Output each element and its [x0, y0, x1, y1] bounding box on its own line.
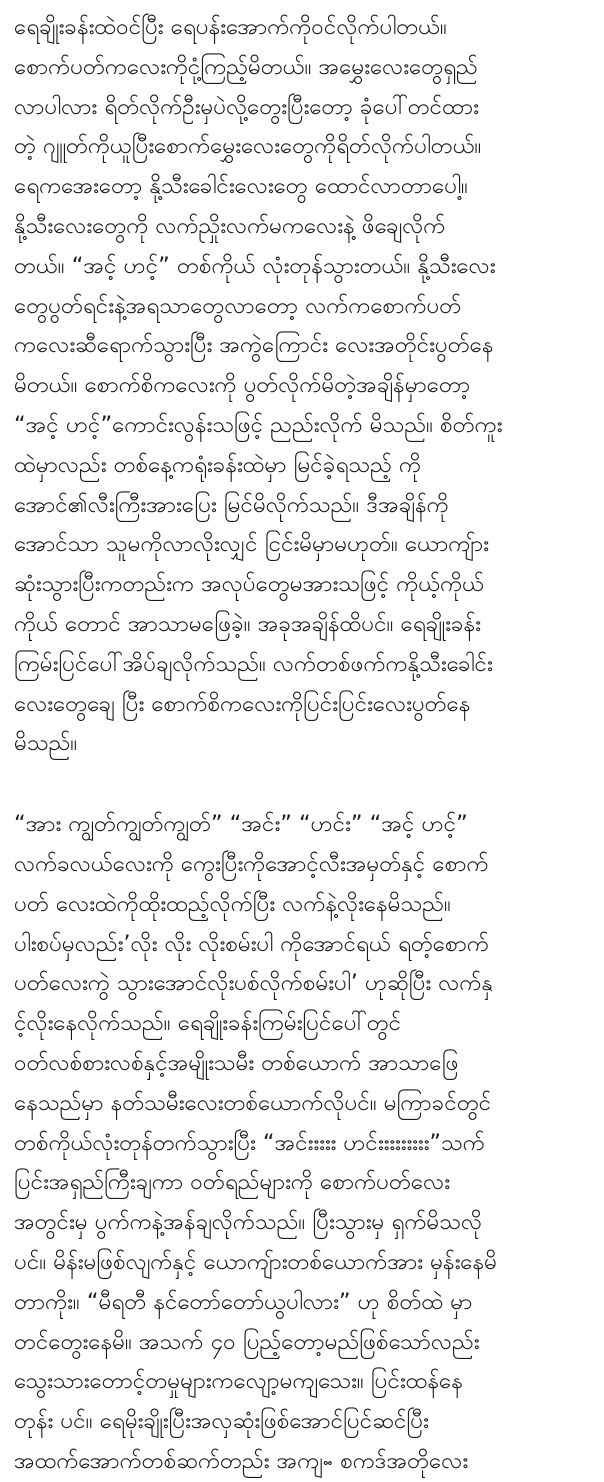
text-line: အောင်သာ သူမကိုလာလိုးလျှင် ငြင်းမိမှာမဟုတ်။ ယောကျ်ား — [14, 531, 489, 558]
text-line: စောက်ပတ်ကလေးကိုငုံ့ကြည့်မိတယ်။ အမွှေးလေးတွေရှည် — [14, 53, 478, 80]
text-line: အတွင်းမှ ပွက်ကနဲ့အန်ချလိုက်သည်။ ပြီးသွားမှ ရှက်မိသလို — [14, 1209, 483, 1236]
text-line: ဆုံးသွားပြီးကတည်းက အလုပ်တွေမအားသဖြင့် ကိုယ့်ကိုယ် — [14, 571, 484, 598]
paragraph-2 — [14, 805, 594, 1482]
text-line: ပတ် လေးထဲကိုထိုးထည့်လိုက်ပြီး လက်နဲ့လိုးနေမိသည်။ — [14, 890, 451, 917]
text-line: အထက်အောက်တစ်ဆက်တည်း အကျႌ စကဒ်အတိုလေး — [14, 1447, 469, 1474]
text-line: “အင့် ဟင့်”ကောင်းလွန်းသဖြင့် ညည်းလိုက် မိသည်။ စိတ်ကူး — [14, 411, 503, 438]
text-line: သွေးသားတောင့်တမှုများကလျော့မကျသေး။ ပြင်းထန်နေ — [14, 1368, 463, 1395]
text-line: ကလေးဆီရောက်သွားပြီး အကွဲကြောင်း လေးအတိုင်းပွတ်နေ — [14, 332, 494, 359]
text-line: နို့သီးလေးတွေကို လက်ညှိုးလက်မကလေးနဲ့ ဖိချေလိုက် — [14, 212, 446, 239]
paragraph-1 — [14, 8, 594, 764]
paragraph-gap — [14, 764, 594, 805]
text-line: င့်လိုးနေလိုက်သည်။ ရေချိုးခန်းကြမ်းပြင်ပေါ်တွင် — [14, 1010, 402, 1037]
text-line: ပါးစပ်မှလည်း’လိုး လိုး လိုးစမ်းပါ ကိုအောင်ရယ် ရတ့်စောက် — [14, 930, 489, 957]
text-line: ရေချိုးခန်းထဲဝင်ပြီး ရေပန်းအောက်ကိုဝင်လိုက်ပါတယ်။ — [14, 14, 447, 40]
text-line: တစ်ကိုယ်လုံးတုန်တက်သွားပြီး “အင်းးးးး ဟင်းးးးးးးးး”သက် — [14, 1129, 485, 1156]
text-line: ကြမ်းပြင်ပေါ်အိပ်ချလိုက်သည်။ လက်တစ်ဖက်ကနို့သီးခေါင်း — [14, 650, 493, 677]
text-line: ကိုယ် တောင် အာသာမဖြေခဲ့။ အခုအချိန်ထိပင်။ ရေချိုးခန်း — [14, 610, 481, 637]
text-line: လေးတွေချေ ပြီး စောက်စိကလေးကိုပြင်းပြင်းလေးပွတ်နေ — [14, 690, 471, 717]
text-line: တာကိုး။ “မီရတီ နင်တော်တော်ယွပါလား” ဟု စိတ်ထဲ မှာ — [14, 1288, 473, 1315]
text-line: ပင်။ မိန်းမဖြစ်လျက်နှင့် ယောကျ်ားတစ်ယောက်အား မှန်းနေမိ — [14, 1248, 497, 1275]
text-line: တဲ့ ဂျူတ်ကိုယူပြီးစောက်မွှေးလေးတွေကိုရိတ်လိုက်ပါတယ်။ — [14, 133, 482, 160]
text-line: ဝတ်လစ်စားလစ်နှင့်အမျိုးသမီး တစ်ယောက် အာသာဖြေ — [14, 1049, 459, 1076]
text-line: လာပါလား ရိတ်လိုက်ဦးမှပဲလို့တွေးပြီးတော့ ခုံပေါ်တင်ထား — [14, 93, 479, 120]
text-line: တုန်း ပင်။ ရေမိုးချိုးပြီးအလှဆုံးဖြစ်အောင်ပြင်ဆင်ပြီး — [14, 1408, 429, 1435]
text-line: ရေကအေးတော့ နို့သီးခေါင်းလေးတွေ ထောင်လာတာပေါ့။ — [14, 173, 468, 200]
text-line: ပြင်းအရှည်ကြီးချကာ ဝတ်ရည်များကို စောက်ပတ်လေး — [14, 1169, 450, 1196]
text-line: လက်ခလယ်လေးကို ကွေးပြီးကိုအောင့်လီးအမှတ်နှင့် စောက် — [14, 850, 489, 877]
text-line: တွေပွတ်ရင်းနဲ့အရသာတွေလာတော့ လက်ကစောက်ပတ် — [14, 292, 462, 319]
text-line: တင်တွေးနေမိ။ အသက် ၄၀ ပြည့်တော့မည်ဖြစ်သော်လည်း — [14, 1328, 480, 1355]
text-line: မိသည်။ — [14, 730, 78, 757]
text-line: ပတ်လေးကွဲ သွားအောင်လိုးပစ်လိုက်စမ်းပါ’ ဟုဆိုပြီး လက်နှ — [14, 970, 494, 997]
text-line: ထဲမှာလည်း တစ်နေ့ကရုံးခန်းထဲမှာ မြင်ခဲ့ရသည့် ကို — [14, 451, 422, 478]
text-line: တယ်။ “အင့် ဟင့်” တစ်ကိုယ် လုံးတုန်သွားတယ်။ နို့သီးလေး — [14, 252, 496, 279]
text-line: မိတယ်။ စောက်စိကလေးကို ပွတ်လိုက်မိတဲ့အချိန်မှာတော့ — [14, 372, 471, 399]
text-line: နေသည်မှာ နတ်သမီးလေးတစ်ယောက်လိုပင်။ မကြာခင်တွင် — [14, 1089, 492, 1116]
text-line: “အား ကျွတ်ကျွတ်ကျွတ်” “အင်း” “ဟင်း” “အင့် ဟင့်” — [14, 811, 468, 838]
text-line: အောင်၏လီးကြီးအားပြေး မြင်မိလိုက်သည်။ ဒီအချိန်ကို — [14, 491, 449, 518]
